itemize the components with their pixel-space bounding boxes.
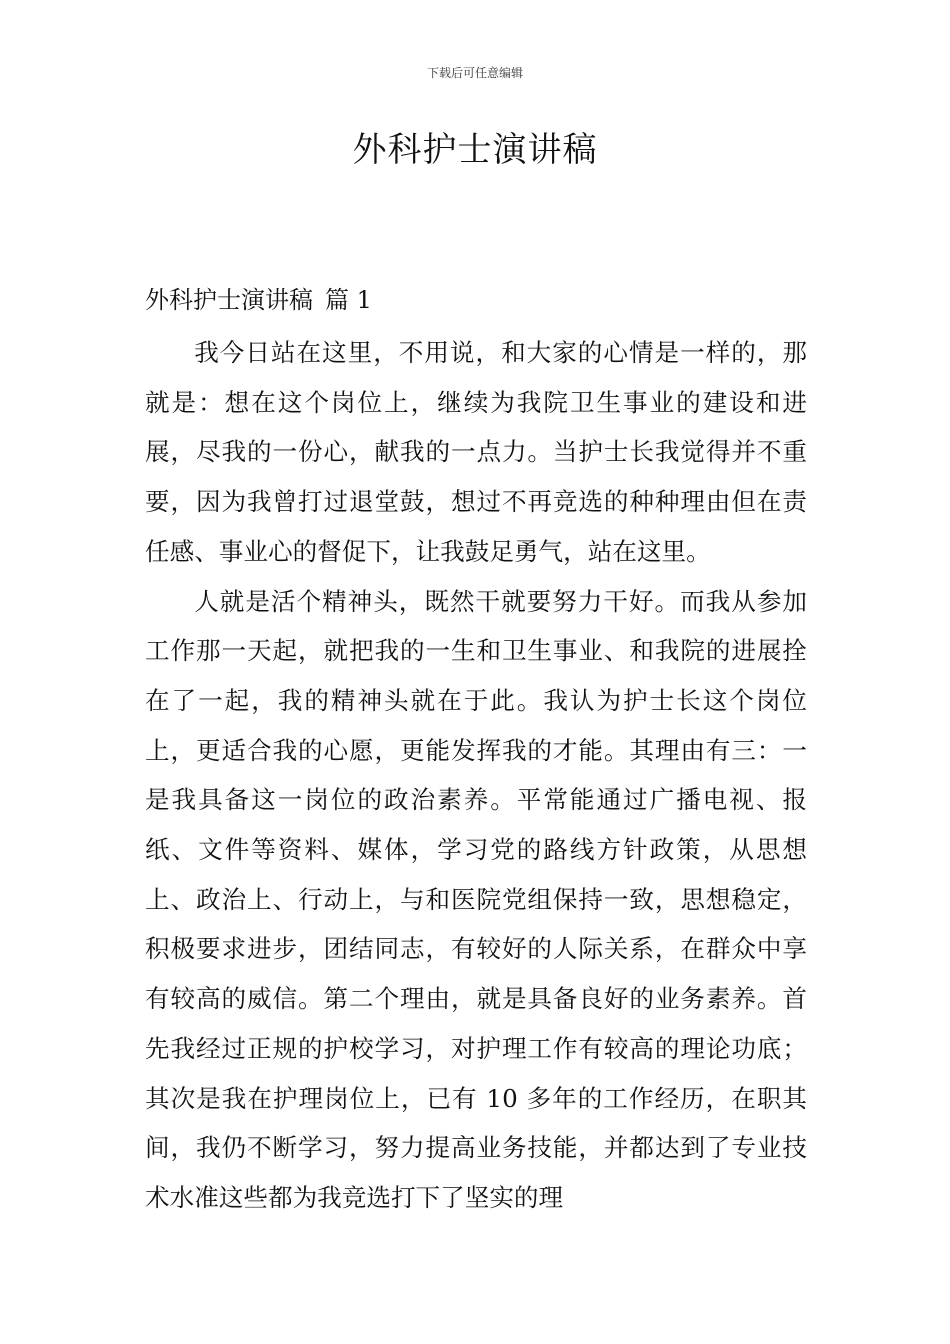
section-part-label: 篇 1 bbox=[325, 286, 372, 314]
section-heading bbox=[145, 284, 372, 316]
document-body bbox=[145, 328, 807, 1223]
paragraph-1: 我今日站在这里，不用说，和大家的心情是一样的，那就是：想在这个岗位上，继续为我院卫生事业的建设和进展，尽我的一份心，献我的一点力。当护士长我觉得并不重要，因为我曾打过退堂鼓，想过不再竞选的种种理由但在责任感、事业心的督促下，让我鼓足勇气，站在这里。 bbox=[145, 338, 807, 566]
paragraph-2: 人就是活个精神头，既然干就要努力干好。而我从参加工作那一天起，就把我的一生和卫生事业、和我院的进展拴在了一起，我的精神头就在于此。我认为护士长这个岗位上，更适合我的心愿，更能发挥我的才能。其理由有三：一是我具备这一岗位的政治素养。平常能通过广播电视、报纸、文件等资料、媒体，学习党的路线方针政策，从思想上、政治上、行动上，与和医院党组保持一致，思想稳定，积极要求进步，团结同志，有较好的人际关系，在群众中享有较高的威信。第二个理由，就是具备良好的业务素养。首先我经过正规的护校学习，对护理工作有较高的理论功底；其次是我在护理岗位上，已有 10 多年的工作经历，在职其间，我仍不断学习，努力提高业务技能，并都达到了专业技术水准这些都为我竞选打下了坚实的理 bbox=[145, 586, 807, 1212]
section-heading-text: 外科护士演讲稿 bbox=[145, 286, 313, 314]
header-note: 下载后可任意编辑 bbox=[426, 66, 523, 80]
document-title: 外科护士演讲稿 bbox=[352, 130, 598, 170]
